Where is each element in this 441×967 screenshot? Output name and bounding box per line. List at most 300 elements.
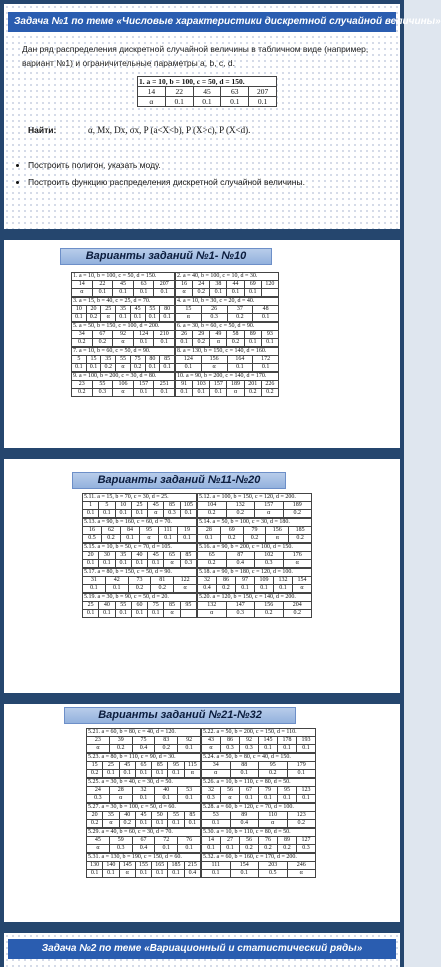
table-cell: 35 [103,812,119,820]
table-cell: 0.1 [103,770,119,778]
variant-header: 5.21. a = 60, b = 80, c = 40, d = 120. [87,729,201,737]
table-cell: 0.1 [253,314,279,322]
variant-pair [71,322,279,347]
table-cell: 0.3 [226,610,255,618]
table-cell: 0.1 [230,870,259,878]
variant-header: 9. a = 100, b = 200, c = 30, d = 80. [72,373,175,381]
table-cell: 246 [287,862,316,870]
table-cell: 1 [83,502,99,510]
variant-pair [71,297,279,322]
table-cell: 0.1 [155,845,178,853]
variant-header: 5.26. a = 10, b = 110, c = 80, d = 50. [202,779,316,787]
table-cell: α [202,770,231,778]
variant-table [71,372,175,397]
table-cell: 0.1 [105,585,128,593]
table-cell [180,610,196,618]
slide-task-2 [4,933,400,967]
table-cell: 28 [109,787,132,795]
table-cell: 0.3 [109,845,132,853]
table-cell: 45 [119,762,135,770]
table-cell: 0.2 [72,389,93,397]
table-cell: 115 [184,762,200,770]
table-cell: 0.1 [184,820,200,828]
table-cell: 226 [261,381,278,389]
variant-table [82,493,197,518]
value-row [138,87,277,97]
table-cell: 0.1 [193,389,210,397]
table-cell: 0.1 [135,820,151,828]
table-cell: 0.3 [87,795,110,803]
slide-2-label: Варианты заданий №1- №10 [60,248,272,265]
table-cell: 91 [176,381,193,389]
table-cell: 0.1 [221,97,249,107]
probability-row [176,364,279,372]
value-row [87,812,201,820]
table-cell: 201 [244,381,261,389]
table-cell: 85 [184,812,200,820]
table-cell: 185 [289,527,312,535]
variant-header: 5.31. a = 130, b = 190, c = 150, d = 60. [87,854,201,862]
probability-row [87,745,201,753]
table-cell: 53 [178,787,201,795]
table-cell: 207 [249,87,277,97]
table-cell: 0.2 [289,535,312,543]
table-cell: 0.2 [86,314,101,322]
variant-header: 5.28. a = 60, b = 120, c = 70, d = 100. [202,804,316,812]
value-row [87,762,201,770]
table-cell: 80 [160,306,175,314]
table-cell: 0.1 [227,289,244,297]
variant-header: 5.12. a = 100, b = 150, c = 120, d = 200. [198,494,312,502]
table-cell: 207 [154,281,175,289]
table-cell: 103 [193,381,210,389]
table-cell: 62 [102,527,121,535]
table-cell: α [293,585,312,593]
probability-row [72,314,175,322]
table-cell: 0.1 [92,289,113,297]
table-cell: 0.1 [119,770,135,778]
table-cell: 50 [152,812,168,820]
table-cell: α [87,845,110,853]
table-cell: 45 [135,812,151,820]
table-cell: 0.1 [72,364,87,372]
value-row [72,356,175,364]
variant-header: 5.30. a = 10, b = 110, c = 80, d = 50. [202,829,316,837]
table-cell: 16 [176,281,193,289]
table-cell: 85 [152,762,168,770]
table-cell: α [138,97,166,107]
variant-header: 5.29. a = 40, b = 60, c = 30, d = 70. [87,829,201,837]
table-cell: 38 [210,281,227,289]
table-cell: 44 [227,281,244,289]
table-cell: 10 [115,502,131,510]
variant-pair [71,372,279,397]
table-cell: 0.1 [133,289,154,297]
table-cell: 95 [168,762,184,770]
table-cell: 0.2 [226,510,255,518]
table-cell: 15 [86,356,101,364]
table-cell: 156 [266,527,289,535]
value-row [176,331,279,339]
slide-task-1 [4,4,441,229]
table-cell: α [140,535,159,543]
table-cell: 55 [168,812,184,820]
variant-table [86,753,201,778]
table-cell: α [202,745,221,753]
table-cell: 0.1 [103,870,119,878]
table-cell: 0.1 [165,97,193,107]
table-cell: 0.1 [99,510,115,518]
table-cell: 105 [180,502,196,510]
table-cell: 0.1 [131,510,147,518]
value-row [83,552,197,560]
table-cell: 0.1 [202,845,221,853]
table-cell: α [283,560,312,568]
variant-pair [86,828,316,853]
table-cell: α [164,610,180,618]
table-cell: 0.1 [176,389,193,397]
variant-header: 1. a = 10, b = 100, c = 50, d = 150. [72,273,175,281]
variant-pair [82,518,312,543]
value-row [83,577,197,585]
table-cell: 0.1 [193,97,221,107]
find-label: Найти: [28,125,57,135]
variant-table [197,543,312,568]
slide-1-title: Задача №1 по теме «Числовые характеристики дискретной случайной величины» [8,12,396,32]
variant-table [201,803,316,828]
table-cell: 0.1 [178,745,201,753]
variant-pair [86,728,316,753]
table-cell: 67 [92,331,113,339]
table-cell: 157 [210,381,227,389]
probability-row [198,510,312,518]
table-cell: 140 [103,862,119,870]
value-row [83,602,197,610]
variant-header: 5.15. a = 10, b = 50, c = 70, d = 105. [83,544,197,552]
table-cell: 0.1 [278,745,297,753]
table-cell: 0.1 [145,314,160,322]
table-cell: 132 [274,577,293,585]
table-cell: 0.1 [83,560,99,568]
table-cell: 32 [202,787,221,795]
table-cell: 89 [244,331,261,339]
table-cell: 189 [283,502,312,510]
table-cell: 29 [193,331,210,339]
table-cell: 67 [132,837,155,845]
table-cell: 0.2 [220,535,243,543]
table-cell: 22 [92,281,113,289]
table-cell: 0.1 [133,389,154,397]
value-row [83,502,197,510]
table-cell: 154 [293,577,312,585]
variant-table [82,543,197,568]
probability-row [198,585,312,593]
table-cell: 193 [297,737,316,745]
find-row [28,125,400,135]
table-cell: α [176,289,193,297]
variant-table [86,778,201,803]
table-cell: 164 [227,356,253,364]
table-cell: 92 [113,331,134,339]
table-cell: 0.2 [227,314,253,322]
table-cell: 0.1 [113,289,134,297]
probability-row [202,845,316,853]
probability-row [87,770,201,778]
table-cell: 0.1 [121,535,140,543]
probability-row [83,510,197,518]
table-cell: 85 [160,356,175,364]
probability-row [83,560,197,568]
table-cell: 157 [255,502,284,510]
table-cell: 0.1 [83,610,99,618]
table-cell: 55 [92,381,113,389]
variant-table [175,347,279,372]
table-cell: 0.1 [152,820,168,828]
table-cell: α [198,610,227,618]
variant-header: 1. a = 10, b = 100, c = 50, d = 150. [138,77,277,87]
variant-header: 5.24. a = 50, b = 80, c = 40, d = 150. [202,754,316,762]
variant-pair [86,778,316,803]
value-row [83,527,197,535]
variant-table [82,593,197,618]
table-cell: 0.1 [168,770,184,778]
probability-row [198,535,312,543]
table-cell: 16 [83,527,102,535]
table-cell: 0.3 [202,795,221,803]
variant-table [197,593,312,618]
table-cell: 14 [202,837,221,845]
table-cell: 157 [133,381,154,389]
table-cell: α [119,870,135,878]
table-cell: 25 [103,762,119,770]
table-cell: 63 [221,87,249,97]
table-cell: 20 [86,306,101,314]
probability-row [202,770,316,778]
slide-4-label: Варианты заданий №21-№32 [64,707,296,724]
table-cell: 0.1 [244,339,261,347]
table-cell: α [259,820,288,828]
variant-header: 5.23. a = 80, b = 110, c = 90, d = 30. [87,754,201,762]
value-row [87,837,201,845]
table-cell: 0.1 [202,820,231,828]
variant-table [175,322,279,347]
table-cell: α [201,364,227,372]
table-cell: 92 [240,737,259,745]
variant-header: 8. a = 130, b = 150, c = 140, d = 160. [176,348,279,356]
variants-grid [82,493,312,618]
table-cell: 0.1 [160,364,175,372]
table-cell: 0.2 [130,364,145,372]
variant-table [175,372,279,397]
probability-row [138,97,277,107]
table-cell: 69 [220,527,243,535]
table-cell: 210 [154,331,175,339]
value-row [87,737,201,745]
table-cell: 55 [145,306,160,314]
table-cell: 104 [198,502,227,510]
table-cell: 35 [116,306,131,314]
table-cell: 123 [287,812,316,820]
table-cell: 147 [226,602,255,610]
probability-row [72,364,175,372]
bullet-item: • Построить полигон, указать моду. [28,157,400,174]
table-cell: 0.1 [83,510,99,518]
table-cell: 14 [138,87,166,97]
table-cell: 49 [210,331,227,339]
slide-variants-1-10 [4,240,400,448]
table-cell: 88 [230,762,259,770]
table-cell: 0.1 [135,770,151,778]
table-cell: 0.1 [253,364,279,372]
probability-row [87,845,201,853]
variant-table [197,518,312,543]
example-table [137,76,277,107]
table-cell: 111 [202,862,231,870]
table-cell: 56 [221,787,240,795]
table-cell: 0.2 [259,770,288,778]
table-cell: 0.2 [283,610,312,618]
table-cell: α [227,389,244,397]
table-cell: 0.1 [133,339,154,347]
value-row [202,837,316,845]
table-cell: 0.1 [154,289,175,297]
table-cell: 0.1 [176,364,202,372]
table-cell: 0.1 [221,845,240,853]
table-cell: 0.1 [83,585,106,593]
table-cell: 24 [193,281,210,289]
probability-row [202,870,316,878]
table-cell: 0.1 [180,510,196,518]
table-cell: α [174,585,197,593]
value-row [176,356,279,364]
table-cell: 45 [113,281,134,289]
table-cell: 120 [261,281,278,289]
table-cell: 0.1 [259,795,278,803]
value-row [202,762,316,770]
table-cell: 154 [230,862,259,870]
table-cell: 185 [168,862,184,870]
table-cell: 0.1 [176,339,193,347]
table-cell: 0.1 [168,870,184,878]
variant-table [82,568,197,593]
table-cell: 0.1 [278,795,297,803]
table-cell: 84 [121,527,140,535]
table-cell: 109 [255,577,274,585]
table-cell: 178 [278,737,297,745]
table-cell: 0.1 [227,364,253,372]
table-cell: 215 [184,862,200,870]
variant-table [201,778,316,803]
table-cell: 35 [115,552,131,560]
table-cell: 0.2 [92,339,113,347]
table-cell: 0.2 [259,845,278,853]
table-cell: 0.2 [87,770,103,778]
table-cell: 0.1 [154,389,175,397]
table-cell: 0.2 [283,510,312,518]
intro-text: Дан ряд распределения дискретной случайной величины в табличном виде (например, вариант №1) и ограничительные параметры a, b, c, d. [22,44,369,68]
table-cell: 69 [244,281,261,289]
table-cell: α [113,389,134,397]
table-cell: 20 [83,552,99,560]
variant-pair [86,753,316,778]
table-cell: 75 [148,602,164,610]
table-cell: 95 [259,762,288,770]
table-cell: 40 [155,787,178,795]
table-cell: 63 [133,281,154,289]
table-cell: 0.1 [261,339,278,347]
table-cell: 203 [259,862,288,870]
table-cell: 0.2 [278,845,297,853]
table-cell: α [116,364,131,372]
probability-row [202,820,316,828]
table-cell: 0.3 [164,510,180,518]
variant-table [175,272,279,297]
slide-variants-11-20 [4,459,400,693]
table-cell: 102 [255,552,284,560]
table-cell: 0.1 [236,585,255,593]
table-cell: 55 [115,602,131,610]
table-cell: 28 [198,527,221,535]
value-row [202,737,316,745]
table-cell: α [101,314,116,322]
table-cell: 0.4 [132,745,155,753]
table-cell: 0.4 [132,845,155,853]
table-cell: 30 [99,552,115,560]
table-cell: 132 [226,502,255,510]
table-cell: 89 [278,837,297,845]
table-cell: 0.2 [227,339,244,347]
variant-pair [86,853,316,878]
variant-table [71,297,175,322]
table-cell: 45 [87,837,110,845]
table-cell: 0.1 [87,870,103,878]
value-row [198,602,312,610]
table-cell: 31 [83,577,106,585]
table-cell: 40 [119,812,135,820]
variant-table [71,272,175,297]
table-cell: 130 [87,862,103,870]
table-cell: 0.1 [130,314,145,322]
table-cell: 0.1 [297,745,316,753]
table-cell: 34 [72,331,93,339]
table-cell: 39 [109,737,132,745]
table-cell: 40 [131,552,147,560]
table-cell: α [72,289,93,297]
table-cell: 106 [113,381,134,389]
value-row [202,787,316,795]
probability-row [72,389,175,397]
table-cell: 85 [164,502,180,510]
table-cell: 15 [87,762,103,770]
table-cell: 0.1 [202,870,231,878]
variant-pair [82,493,312,518]
table-cell: 42 [105,577,128,585]
table-cell: 27 [221,837,240,845]
table-cell: 79 [243,527,266,535]
variant-table [201,853,316,878]
table-cell: 251 [154,381,175,389]
variant-pair [86,803,316,828]
variant-table [82,518,197,543]
probability-row [176,389,279,397]
bullet-list [16,157,400,191]
table-cell: 75 [132,737,155,745]
table-cell: 0.2 [243,535,266,543]
table-cell: 0.5 [83,535,102,543]
variant-header: 5.14. a = 50, b = 100, c = 30, d = 180. [198,519,312,527]
table-cell: 0.2 [198,560,227,568]
table-cell: 124 [133,331,154,339]
